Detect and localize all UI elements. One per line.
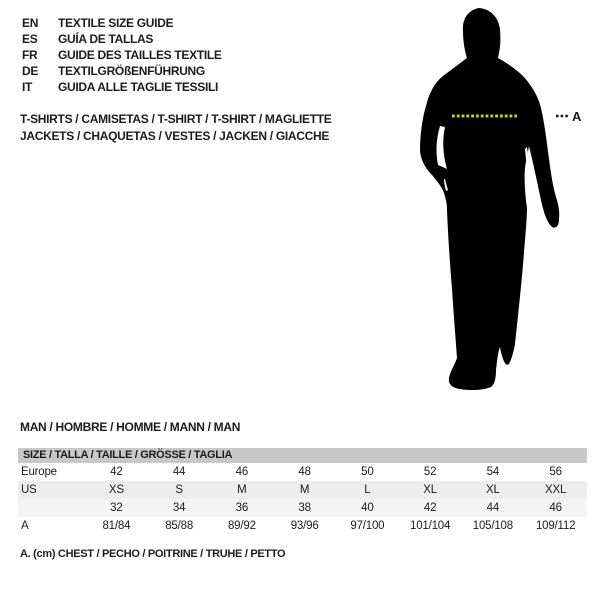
table-cell: 44 — [486, 502, 500, 514]
table-cell: 93/96 — [290, 520, 319, 532]
table-cell: M — [237, 484, 247, 496]
table-cell: XS — [108, 484, 124, 496]
table-cell: 97/100 — [350, 520, 385, 532]
category-tshirts: T-SHIRTS / CAMISETAS / T-SHIRT / T-SHIRT / MAGLIETTE — [20, 112, 332, 126]
table-cell: XL — [423, 484, 437, 496]
man-silhouette-icon — [420, 8, 559, 390]
size-table — [18, 448, 587, 535]
table-cell: S — [175, 484, 183, 496]
row-label — [18, 499, 85, 517]
table-row-us — [18, 481, 587, 499]
row-label: US — [21, 484, 37, 496]
table-cell: 32 — [110, 502, 123, 514]
table-cell: L — [364, 484, 371, 496]
table-cell: 109/112 — [535, 520, 576, 532]
table-cell: 81/84 — [102, 520, 131, 532]
table-cell: 48 — [298, 466, 311, 478]
measurement-footnote: A. (cm) CHEST / PECHO / POITRINE / TRUHE / PETTO — [20, 548, 286, 560]
table-cell: XXL — [545, 484, 567, 496]
table-cell: 52 — [423, 466, 437, 478]
table-cell: 42 — [110, 466, 123, 478]
table-cell: 56 — [549, 466, 562, 478]
language-label: GUÍA DE TALLAS — [58, 32, 154, 46]
table-cell: 89/92 — [227, 520, 256, 532]
section-title-man: MAN / HOMBRE / HOMME / MANN / MAN — [20, 420, 241, 434]
table-cell: 101/104 — [410, 520, 451, 532]
language-label: GUIDE DES TAILLES TEXTILE — [58, 48, 222, 62]
table-cell: 46 — [549, 502, 562, 514]
category-jackets: JACKETS / CHAQUETAS / VESTES / JACKEN / GIACCHE — [20, 129, 330, 143]
language-code: EN — [22, 16, 39, 30]
measurement-a-label: A — [572, 109, 582, 124]
table-cell: 36 — [235, 502, 249, 514]
table-cell: 40 — [361, 502, 374, 514]
language-code: FR — [22, 48, 38, 62]
table-cell: 34 — [172, 502, 186, 514]
language-code: IT — [22, 80, 33, 94]
table-cell: M — [299, 484, 310, 496]
language-row — [22, 63, 222, 79]
language-row — [22, 79, 222, 95]
language-label: GUIDA ALLE TAGLIE TESSILI — [58, 80, 219, 94]
language-list — [22, 15, 222, 95]
table-cell: 46 — [235, 466, 249, 478]
table-cell: 105/108 — [472, 520, 513, 532]
language-label: TEXTILGRÖßENFÜHRUNG — [58, 64, 205, 78]
language-row — [22, 15, 222, 31]
table-cell: 54 — [486, 466, 500, 478]
table-cell: 44 — [172, 466, 186, 478]
man-silhouette-figure — [405, 0, 600, 400]
table-cell: 85/88 — [165, 520, 194, 532]
table-cell: 50 — [361, 466, 374, 478]
language-code: DE — [22, 64, 39, 78]
row-label: A — [21, 520, 29, 532]
language-code: ES — [22, 32, 38, 46]
table-cell: XL — [486, 484, 500, 496]
garment-categories — [20, 111, 332, 145]
table-cell: 42 — [423, 502, 437, 514]
language-row — [22, 31, 222, 47]
table-row-europe — [18, 463, 587, 481]
size-table-header: SIZE / TALLA / TAILLE / GRÖSSE / TAGLIA — [18, 448, 587, 463]
row-label: Europe — [21, 466, 57, 478]
table-cell: 38 — [298, 502, 311, 514]
table-row-chest-a — [18, 517, 587, 535]
language-label: TEXTILE SIZE GUIDE — [58, 16, 174, 30]
table-row-numeric — [18, 499, 587, 517]
language-row — [22, 47, 222, 63]
